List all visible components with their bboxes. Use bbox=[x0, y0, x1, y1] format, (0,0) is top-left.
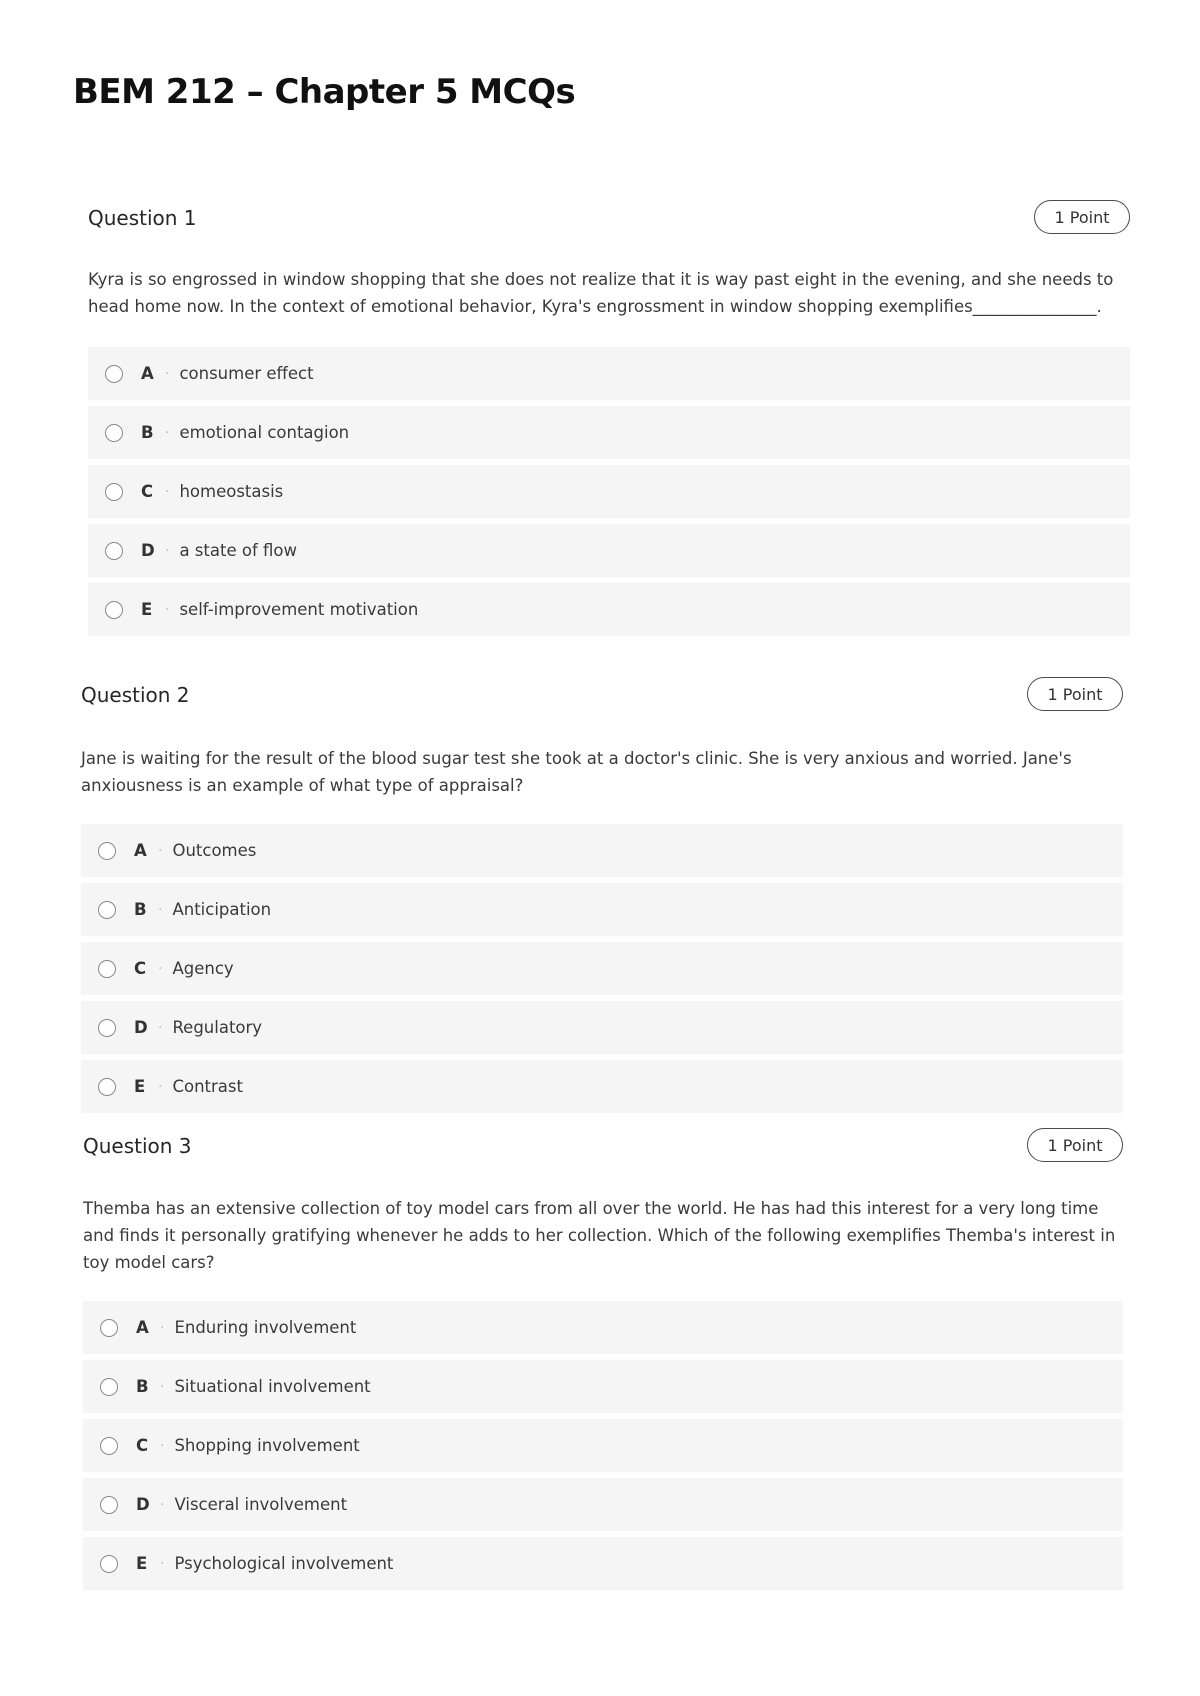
radio-button[interactable] bbox=[98, 960, 116, 978]
option-b[interactable] bbox=[88, 406, 1130, 459]
points-badge: 1 Point bbox=[1027, 677, 1123, 711]
option-text: consumer effect bbox=[179, 364, 314, 383]
separator-dot: · bbox=[165, 483, 170, 500]
option-text: Outcomes bbox=[172, 841, 257, 860]
option-e[interactable] bbox=[83, 1537, 1123, 1590]
answer-options bbox=[88, 347, 1130, 642]
answer-options bbox=[83, 1301, 1123, 1596]
points-badge: 1 Point bbox=[1027, 1128, 1123, 1162]
option-a[interactable] bbox=[81, 824, 1123, 877]
separator-dot: · bbox=[165, 542, 170, 559]
option-text: emotional contagion bbox=[179, 423, 350, 442]
option-letter: D bbox=[136, 1495, 150, 1514]
question-header bbox=[88, 200, 1130, 240]
option-letter: E bbox=[141, 600, 153, 619]
question-text: Themba has an extensive collection of toy model cars from all over the world. He has had this interest for a very long time and finds it personally gratifying whenever he adds to her collection. Which of the following exemplifies Themba's interest in toy model cars? bbox=[83, 1199, 1116, 1272]
radio-button[interactable] bbox=[98, 901, 116, 919]
option-letter: B bbox=[134, 900, 147, 919]
question-text: Kyra is so engrossed in window shopping that she does not realize that it is way past eight in the evening, and she needs to head home now. In the context of emotional behavior, Kyra's engrossment in window shopping exemplifies_______________. bbox=[88, 270, 1114, 316]
option-text: Situational involvement bbox=[174, 1377, 371, 1396]
separator-dot: · bbox=[160, 1319, 165, 1336]
radio-button[interactable] bbox=[105, 365, 123, 383]
separator-dot: · bbox=[158, 960, 163, 977]
option-text: Visceral involvement bbox=[174, 1495, 348, 1514]
option-letter: C bbox=[141, 482, 154, 501]
option-letter: D bbox=[134, 1018, 148, 1037]
radio-button[interactable] bbox=[100, 1319, 118, 1337]
radio-button[interactable] bbox=[105, 424, 123, 442]
separator-dot: · bbox=[158, 842, 163, 859]
option-d[interactable] bbox=[83, 1478, 1123, 1531]
option-text: homeostasis bbox=[179, 482, 284, 501]
option-text: a state of flow bbox=[179, 541, 297, 560]
question-label: Question 3 bbox=[83, 1134, 192, 1158]
points-badge: 1 Point bbox=[1034, 200, 1130, 234]
page-title: BEM 212 – Chapter 5 MCQs bbox=[73, 72, 576, 112]
option-d[interactable] bbox=[81, 1001, 1123, 1054]
option-letter: C bbox=[136, 1436, 149, 1455]
option-d[interactable] bbox=[88, 524, 1130, 577]
radio-button[interactable] bbox=[98, 1078, 116, 1096]
option-text: Contrast bbox=[172, 1077, 243, 1096]
separator-dot: · bbox=[165, 365, 170, 382]
radio-button[interactable] bbox=[98, 1019, 116, 1037]
answer-options bbox=[81, 824, 1123, 1119]
option-letter: B bbox=[141, 423, 154, 442]
option-letter: A bbox=[134, 841, 147, 860]
option-letter: A bbox=[136, 1318, 149, 1337]
option-e[interactable] bbox=[88, 583, 1130, 636]
question-text: Jane is waiting for the result of the blood sugar test she took at a doctor's clinic. She is very anxious and worried. Jane's anxiousness is an example of what type of appraisal? bbox=[81, 749, 1072, 795]
option-letter: A bbox=[141, 364, 154, 383]
radio-button[interactable] bbox=[105, 483, 123, 501]
option-a[interactable] bbox=[83, 1301, 1123, 1354]
question-1 bbox=[88, 200, 1130, 619]
separator-dot: · bbox=[160, 1555, 165, 1572]
option-b[interactable] bbox=[83, 1360, 1123, 1413]
radio-button[interactable] bbox=[105, 601, 123, 619]
option-c[interactable] bbox=[83, 1419, 1123, 1472]
radio-button[interactable] bbox=[100, 1378, 118, 1396]
separator-dot: · bbox=[165, 601, 170, 618]
radio-button[interactable] bbox=[100, 1496, 118, 1514]
radio-button[interactable] bbox=[98, 842, 116, 860]
radio-button[interactable] bbox=[100, 1555, 118, 1573]
separator-dot: · bbox=[160, 1378, 165, 1395]
option-letter: B bbox=[136, 1377, 149, 1396]
option-text: Psychological involvement bbox=[174, 1554, 394, 1573]
option-c[interactable] bbox=[81, 942, 1123, 995]
separator-dot: · bbox=[160, 1437, 165, 1454]
question-label: Question 1 bbox=[88, 206, 197, 230]
option-e[interactable] bbox=[81, 1060, 1123, 1113]
option-c[interactable] bbox=[88, 465, 1130, 518]
option-text: self-improvement motivation bbox=[179, 600, 419, 619]
option-b[interactable] bbox=[81, 883, 1123, 936]
question-header bbox=[81, 677, 1123, 717]
question-header bbox=[83, 1128, 1123, 1168]
option-a[interactable] bbox=[88, 347, 1130, 400]
question-3 bbox=[83, 1128, 1123, 1573]
option-text: Shopping involvement bbox=[174, 1436, 360, 1455]
option-letter: E bbox=[134, 1077, 146, 1096]
option-letter: E bbox=[136, 1554, 148, 1573]
separator-dot: · bbox=[165, 424, 170, 441]
option-text: Anticipation bbox=[172, 900, 272, 919]
option-text: Enduring involvement bbox=[174, 1318, 357, 1337]
radio-button[interactable] bbox=[100, 1437, 118, 1455]
separator-dot: · bbox=[158, 901, 163, 918]
option-text: Regulatory bbox=[172, 1018, 263, 1037]
separator-dot: · bbox=[158, 1019, 163, 1036]
separator-dot: · bbox=[160, 1496, 165, 1513]
separator-dot: · bbox=[158, 1078, 163, 1095]
option-letter: C bbox=[134, 959, 147, 978]
option-letter: D bbox=[141, 541, 155, 560]
question-label: Question 2 bbox=[81, 683, 190, 707]
radio-button[interactable] bbox=[105, 542, 123, 560]
question-2 bbox=[81, 677, 1123, 1096]
option-text: Agency bbox=[172, 959, 234, 978]
